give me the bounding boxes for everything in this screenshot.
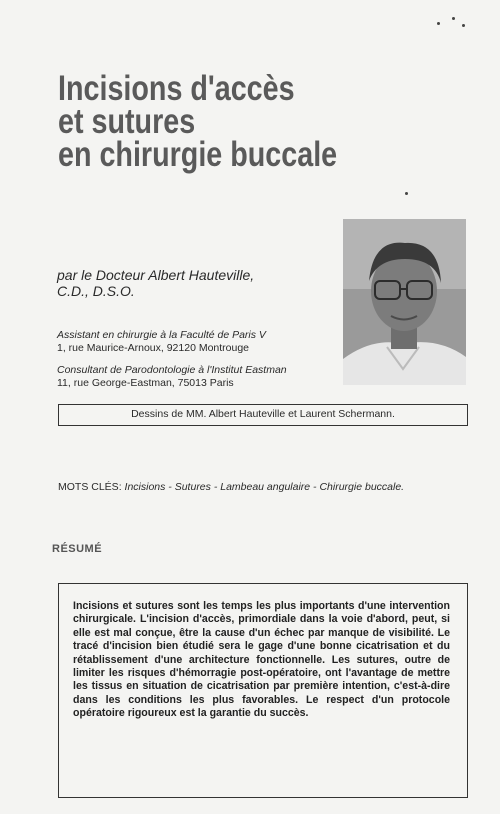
keywords-colon: : [118, 481, 125, 493]
illustration-credit: Dessins de MM. Albert Hauteville et Laurent Schermann. [58, 404, 468, 426]
author-degrees: C.D., D.S.O. [57, 283, 135, 299]
speck [452, 17, 455, 20]
affiliation-2 [57, 364, 287, 390]
speck [437, 22, 440, 25]
abstract-text: Incisions et sutures sont les temps les plus importants d'une intervention chirurgicale. L'incision d'accès, primordiale dans la voie d'abord, peut, si elle est mal conçue, être la cause d'un échec par manque de visibilité. Le tracé d'incision bien étudié sera le gage d'une bonne cicatrisation et du rétablissement d'une architecture fonctionnelle. Les sutures, outre de limiter les risques d'hémorragie post-opératoire, ont l'avantage de mettre les tissus en situation de cicatrisation par première intention, c'est-à-dire dans les conditions les plus favorables. Le respect d'un protocole opératoire rigoureux est la garantie du succès. [73, 600, 450, 720]
author-block [57, 267, 254, 299]
author-name: par le Docteur Albert Hauteville, [57, 267, 255, 283]
keywords-text: Incisions - Sutures - Lambeau angulaire - Chirurgie buccale. [124, 481, 405, 493]
affiliation-1 [57, 329, 266, 355]
resume-heading: RÉSUMÉ [52, 543, 103, 555]
affiliation-address: 1, rue Maurice-Arnoux, 92120 Montrouge [57, 342, 250, 354]
article-title [58, 69, 370, 174]
affiliation-address: 11, rue George-Eastman, 75013 Paris [57, 377, 234, 389]
title-line-2: et sutures [58, 102, 196, 141]
title-line-3: en chirurgie buccale [58, 135, 338, 174]
author-photo [343, 219, 466, 385]
title-line-1: Incisions d'accès [58, 69, 295, 108]
keywords-line [58, 481, 404, 493]
affiliation-role: Consultant de Parodontologie à l'Institut Eastman [57, 364, 287, 376]
abstract-box [58, 583, 468, 798]
speck [405, 192, 408, 195]
speck [462, 24, 465, 27]
keywords-label: MOTS CLÉS [58, 481, 119, 493]
affiliation-role: Assistant en chirurgie à la Faculté de Paris V [57, 329, 266, 341]
